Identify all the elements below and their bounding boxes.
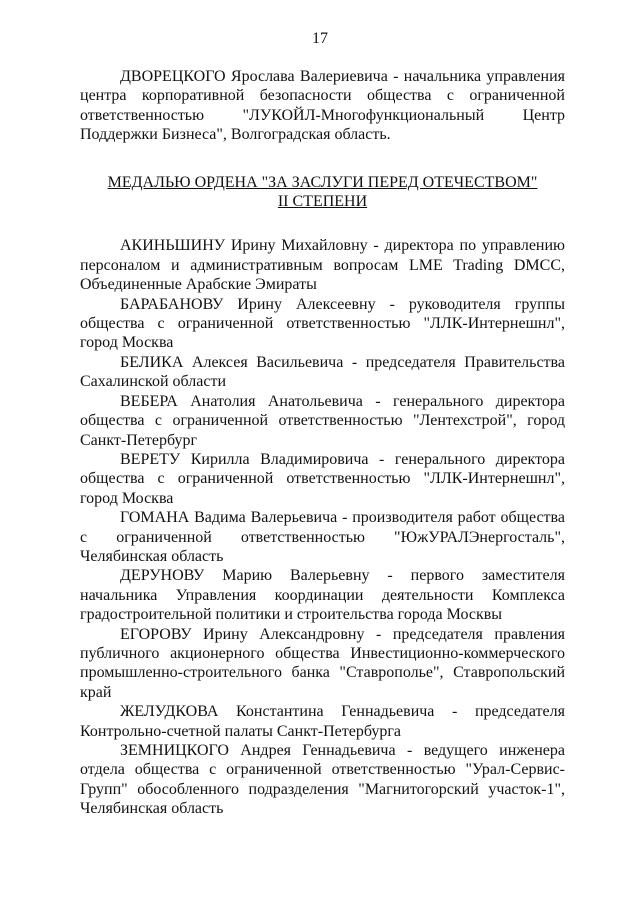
intro-paragraph: ДВОРЕЦКОГО Ярослава Валериевича - начальника управления центра корпоративной безопасности общества с ограниченной ответственностью "ЛУКОЙЛ-Многофункциональный Центр Поддержки Бизнеса", Волгоградская область. bbox=[80, 68, 565, 144]
award-entry: БЕЛИКА Алексея Васильевича - председателя Правительства Сахалинской области bbox=[80, 353, 565, 391]
award-entry: БАРАБАНОВУ Ирину Алексеевну - руководителя группы общества с ограниченной ответственностью "ЛЛК-Интернешнл", город Москва bbox=[80, 295, 565, 352]
page-number: 17 bbox=[312, 30, 328, 47]
award-entry: ЕГОРОВУ Ирину Александровну - председателя правления публичного акционерного общества Инвестиционно-коммерческого промышленно-строительного банка "Ставрополье", Ставропольский край bbox=[80, 625, 565, 701]
award-entry: ЗЕМНИЦКОГО Андрея Геннадьевича - ведущего инженера отдела общества с ограниченной ответственностью "Урал-Сервис-Групп" обособленного подразделения "Магнитогорский участок-1", Челябинская область bbox=[80, 742, 565, 818]
award-entry: ВЕБЕРА Анатолия Анатольевича - генерального директора общества с ограниченной ответственностью "Лентехстрой", город Санкт-Петербург bbox=[80, 392, 565, 449]
award-entry: ВЕРЕТУ Кирилла Владимировича - генерального директора общества с ограниченной ответственностью "ЛЛК-Интернешнл", город Москва bbox=[80, 450, 565, 507]
section-heading bbox=[80, 173, 565, 212]
section-heading-line-2: II СТЕПЕНИ bbox=[277, 193, 368, 211]
award-entry: ЖЕЛУДКОВА Константина Геннадьевича - председателя Контрольно-счетной палаты Санкт-Петербурга bbox=[80, 703, 565, 740]
award-entry: АКИНЬШИНУ Ирину Михайловну - директора по управлению персоналом и административным вопросам LME Trading DMCC, Объединенные Арабские Эмираты bbox=[80, 237, 565, 294]
section-heading-line-1: МЕДАЛЬЮ ОРДЕНА "ЗА ЗАСЛУГИ ПЕРЕД ОТЕЧЕСТВОМ" bbox=[107, 173, 538, 191]
award-entry: ДЕРУНОВУ Марию Валерьевну - первого заместителя начальника Управления координации деятельности Комплекса градостроительной политики и строительства города Москвы bbox=[80, 567, 565, 624]
award-entry: ГОМАНА Вадима Валерьевича - производителя работ общества с ограниченной ответственностью "ЮжУРАЛЭнергосталь", Челябинская область bbox=[80, 509, 565, 565]
document-body bbox=[80, 67, 565, 819]
